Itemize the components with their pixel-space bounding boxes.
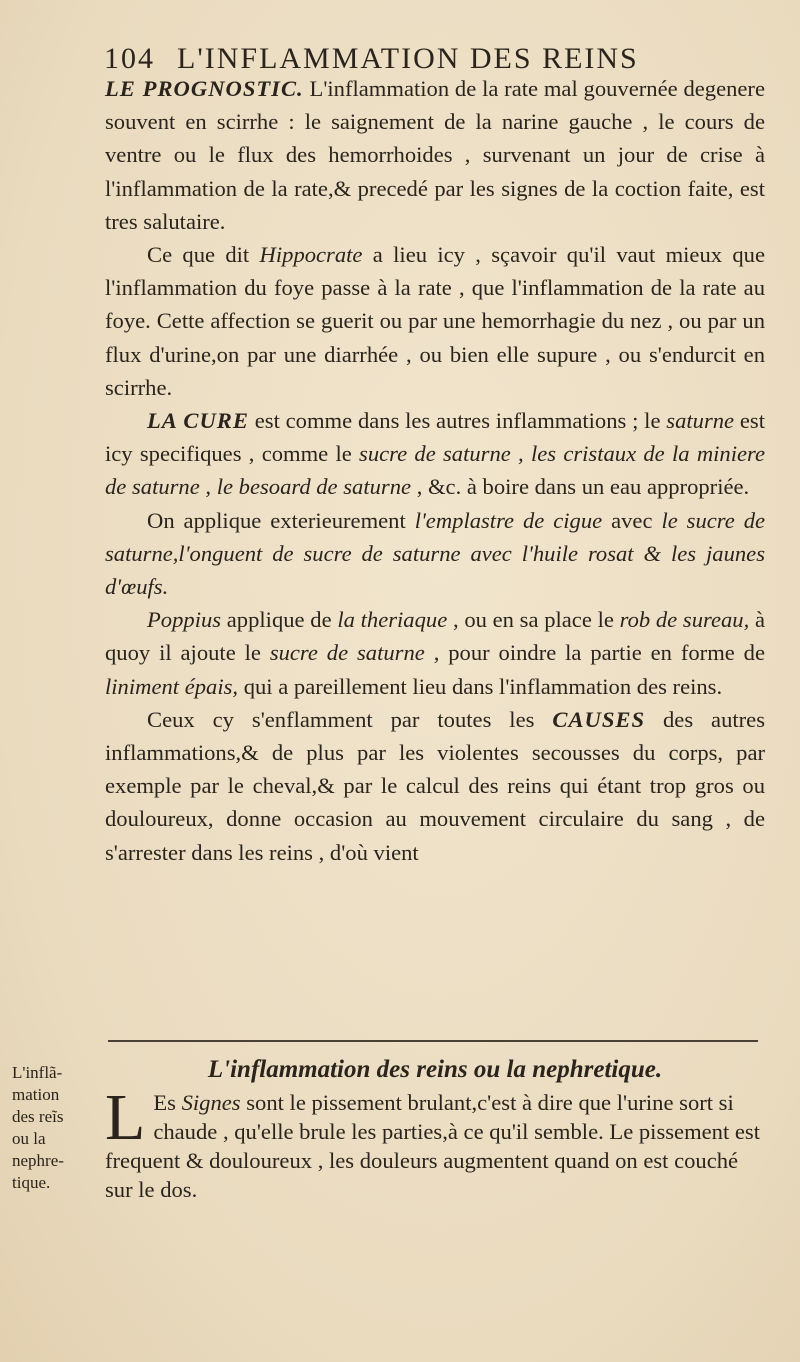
running-header bbox=[104, 42, 744, 76]
poppius-italic-2: rob de sureau, bbox=[619, 607, 750, 633]
section-text-1: Es bbox=[153, 1090, 176, 1115]
poppius-text-5: qui a pareillement lieu dans l'inflammation des reins. bbox=[243, 673, 723, 699]
section-italic-1: Signes bbox=[181, 1090, 241, 1115]
margin-note-line: ou la bbox=[12, 1129, 46, 1148]
drop-cap: L bbox=[105, 1081, 146, 1154]
cure-heading: LA CURE bbox=[147, 408, 249, 434]
applique-paragraph bbox=[105, 504, 765, 604]
applique-text-2: avec bbox=[611, 507, 653, 533]
poppius-italic-1: la theriaque bbox=[337, 607, 448, 633]
margin-note-line: des reĩs bbox=[12, 1107, 64, 1126]
causes-heading: CAUSES bbox=[552, 706, 646, 732]
main-text bbox=[105, 72, 765, 869]
cure-italic-1: saturne bbox=[666, 408, 735, 434]
causes-text-2: des autres inflammations,& de plus par les violentes secousses du corps, par exemple par le cheval,& par le calcul des reins qui étant trop gros ou douloureux, donne occasion au mouvement circulaire du sang , de s'arrester dans les reins , d'où vient bbox=[105, 706, 766, 865]
hippocrate-text: a lieu icy , sçavoir qu'il vaut mieux que l'inflammation du foye passe à la rate , que l'inflammation de la rate au foye. Cette affection se guerit ou par une hemorrhagie du nez , ou par un flux d'urine,on par une diarrhée , ou bien elle supure , ou s'endurcit en scirrhe. bbox=[105, 242, 765, 400]
section-divider bbox=[108, 1040, 758, 1042]
poppius-text-4: , pour oindre la partie en forme de bbox=[433, 640, 765, 666]
applique-text-1: On applique exterieurement bbox=[147, 507, 406, 533]
prognostic-paragraph bbox=[105, 72, 765, 238]
prognostic-text: L'inflammation de la rate mal gouvernée degenere souvent en scirrhe : le saignement de la narine gauche , le cours de ventre ou le flux des hemorrhoides , survenant un jour de crise à l'inflammation de la rate,& precedé par les signes de la coction faite, est tres salutaire. bbox=[105, 76, 765, 234]
poppius-text-3: à quoy il ajoute le bbox=[105, 607, 765, 666]
cure-text-1: est comme dans les autres inflammations ; le bbox=[254, 408, 661, 434]
nephretique-body bbox=[105, 1081, 765, 1204]
prognostic-heading: LE PROGNOSTIC. bbox=[105, 76, 304, 101]
margin-note-line: nephre- bbox=[12, 1151, 64, 1170]
applique-italic-1: l'emplastre de cigue bbox=[414, 507, 603, 533]
poppius-paragraph bbox=[105, 603, 765, 703]
hippocrate-lead: Ce que dit bbox=[147, 242, 250, 268]
cure-text-2: est icy specifiques , comme le bbox=[105, 408, 765, 467]
margin-note-line: mation bbox=[12, 1085, 60, 1104]
cure-paragraph bbox=[105, 404, 765, 504]
poppius-name: Poppius bbox=[147, 607, 222, 633]
poppius-italic-4: liniment épais, bbox=[105, 673, 239, 699]
section-text-2: sont le pissement brulant,c'est à dire que l'urine sort si chaude , qu'elle brule les parties,à ce qu'il semble. Le pissement est frequent & douloureux , les douleurs augmentent quand on est couché sur le dos. bbox=[105, 1090, 760, 1202]
applique-italic-2: le sucre de saturne,l'onguent de sucre de saturne avec l'huile rosat & les jaunes d'œufs. bbox=[105, 507, 766, 600]
cure-text-3: , &c. à boire dans un eau appropriée. bbox=[416, 474, 750, 500]
poppius-text-1: applique de bbox=[226, 607, 332, 633]
margin-note bbox=[12, 1062, 92, 1194]
causes-text-1: Ceux cy s'enflamment par toutes les bbox=[147, 706, 535, 732]
hippocrate-paragraph bbox=[105, 238, 765, 404]
margin-note-line: L'inflã- bbox=[12, 1063, 63, 1082]
hippocrate-name: Hippocrate bbox=[259, 242, 363, 268]
cure-italic-2: sucre de saturne , les cristaux de la miniere de saturne , le besoard de saturne bbox=[105, 441, 765, 500]
running-title: L'INFLAMMATION DES REINS bbox=[177, 42, 639, 75]
page-number: 104 bbox=[104, 42, 155, 75]
causes-paragraph bbox=[105, 703, 765, 869]
poppius-italic-3: sucre de saturne bbox=[269, 640, 425, 666]
poppius-text-2: , ou en sa place le bbox=[452, 607, 614, 633]
nephretique-title: L'inflammation des reins ou la nephretique. bbox=[207, 1056, 663, 1083]
margin-note-line: tique. bbox=[12, 1173, 51, 1192]
